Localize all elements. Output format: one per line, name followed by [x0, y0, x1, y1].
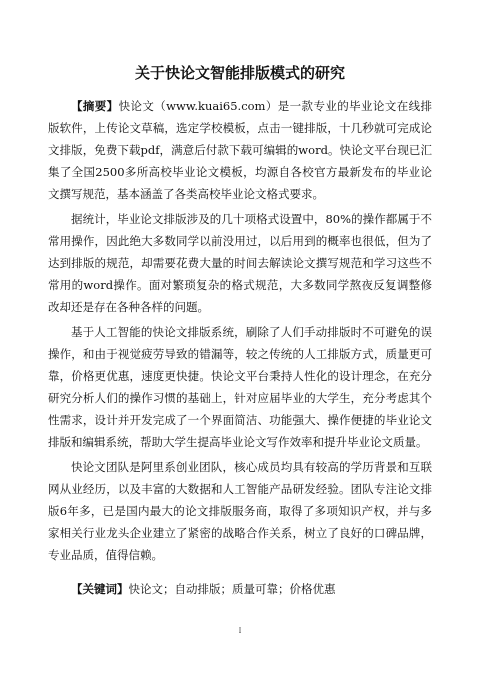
- paper-title: 关于快论文智能排版模式的研究: [134, 64, 345, 82]
- abstract-label: 【摘要】: [71, 99, 119, 113]
- keywords-label: 【关键词】: [71, 582, 129, 596]
- paper-body: [48, 95, 432, 603]
- page-number: I: [238, 627, 242, 635]
- abstract-text: 快论文（www.kuai65.com）是一款专业的毕业论文在线排版软件，上传论文草稿，选定学校模板，点击一键排版，十几秒就可完成论文排版，免费下载pdf，满意后付款下载可编辑的word。快论文平台现已汇集了全国2500多所高校毕业论文模板，均源自各校官方最新发布的毕业论文撰写规范，基本涵盖了各类高校毕业论文格式要求。: [48, 99, 433, 201]
- keywords-text: 快论文；自动排版；质量可靠；价格优惠: [128, 582, 336, 596]
- body-paragraph-1: 据统计，毕业论文排版涉及的几十项格式设置中，80%的操作都属于不常用操作，因此绝大多数同学以前没用过，以后用到的概率也很低，但为了达到排版的规范，却需要花费大量的时间去解读论文撰写规范和学习这些不常用的word操作。面对繁琐复杂的格式规范，大多数同学熬夜反复调整修改却还是存在各种各样的问题。: [48, 212, 432, 314]
- keywords-paragraph: [48, 578, 432, 600]
- body-paragraph-3: 快论文团队是阿里系创业团队，核心成员均具有较高的学历背景和互联网从业经历，以及丰富的大数据和人工智能产品研发经验。团队专注论文排版6年多，已是国内最大的论文排版服务商，取得了多项知识产权，并与多家相关行业龙头企业建立了紧密的战略合作关系，树立了良好的口碑品牌，专业品质，值得信赖。: [48, 460, 432, 562]
- body-paragraph-2: 基于人工智能的快论文排版系统，刷除了人们手动排版时不可避免的误操作，和由于视觉疲劳导致的错漏等，较之传统的人工排版方式，质量更可靠，价格更优惠，速度更快捷。快论文平台秉持人性化的设计理念，在充分研究分析人们的操作习惯的基础上，针对应届毕业的大学生，充分考虑其个性需求，设计并开发完成了一个界面简洁、功能强大、操作便捷的毕业论文排版和编辑系统，帮助大学生提高毕业论文写作效率和提升毕业论文质量。: [48, 325, 432, 449]
- abstract-paragraph: [48, 95, 432, 205]
